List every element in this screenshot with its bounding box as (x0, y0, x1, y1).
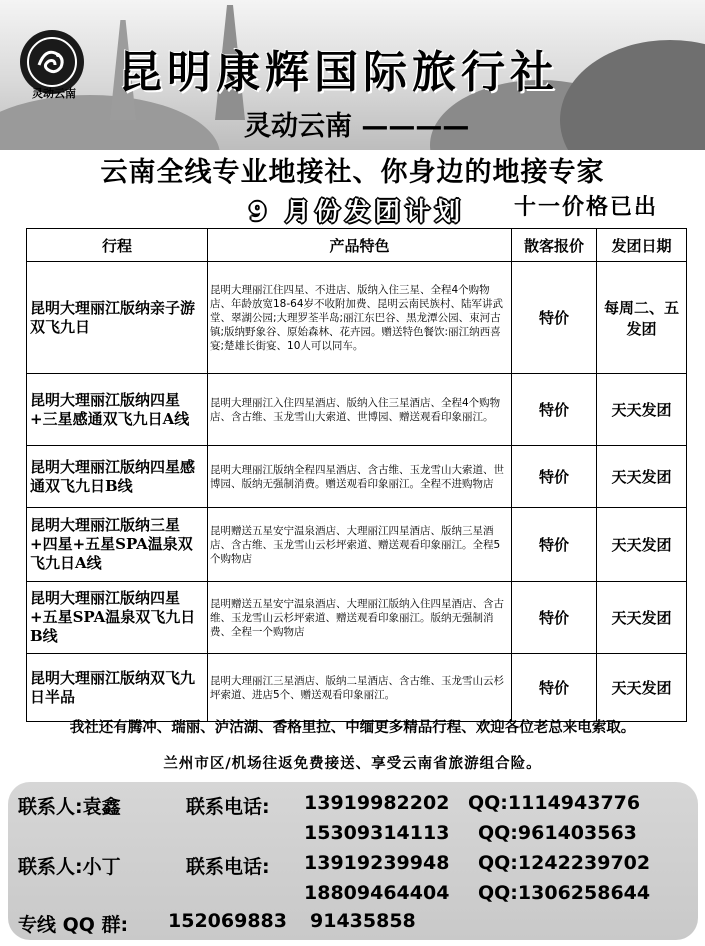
route-cell: 昆明大理丽江版纳双飞九日半品 (27, 654, 208, 722)
features-cell: 昆明赠送五星安宁温泉酒店、大理丽江版纳入住四星酒店、含古维、玉龙雪山云杉坪索道、赠送观看印象丽江。版纳无强制消费、全程一个购物店 (208, 582, 512, 654)
headline: 云南全线专业地接社、你身边的地接专家 (100, 157, 605, 188)
price-cell: 特价 (512, 374, 597, 446)
contact1-qq1[interactable]: QQ:1114943776 (468, 792, 641, 814)
qq-group-1[interactable]: 152069883 (168, 910, 287, 932)
contact1-name: 联系人:袁鑫 (18, 796, 121, 818)
date-cell: 每周二、五发团 (597, 262, 687, 374)
contact1-qq2[interactable]: QQ:961403563 (478, 822, 637, 844)
features-cell: 昆明大理丽江入住四星酒店、版纳入住三星酒店、全程4个购物店、含古维、玉龙雪山大索道、世博园、赠送观看印象丽江。 (208, 374, 512, 446)
features-cell: 昆明大理丽江三星酒店、版纳二星酒店、含古维、玉龙雪山云杉坪索道、进店5个、赠送观看印象丽江。 (208, 654, 512, 722)
qq-group-2[interactable]: 91435858 (310, 910, 416, 932)
table-row (27, 374, 687, 446)
contact1-phone-label: 联系电话: (186, 796, 270, 818)
header-banner (0, 0, 705, 150)
date-cell: 天天发团 (597, 654, 687, 722)
contact1-phone2[interactable]: 15309314113 (304, 822, 450, 844)
route-cell: 昆明大理丽江版纳三星+四星+五星SPA温泉双飞九日A线 (27, 508, 208, 582)
header-price: 散客报价 (512, 229, 597, 262)
agency-name: 昆明康辉国际旅行社 (118, 47, 559, 98)
contact2-name: 联系人:小丁 (18, 856, 121, 878)
features-cell: 昆明大理丽江版纳全程四星酒店、含古维、玉龙雪山大索道、世博园、版纳无强制消费。赠送观看印象丽江。全程不进购物店 (208, 446, 512, 508)
price-cell: 特价 (512, 582, 597, 654)
route-cell: 昆明大理丽江版纳四星感通双飞九日B线 (27, 446, 208, 508)
contact-box (8, 782, 698, 940)
hill-decoration (0, 95, 220, 150)
header-route: 行程 (27, 229, 208, 262)
table-row (27, 508, 687, 582)
table-row (27, 446, 687, 508)
header-features: 产品特色 (208, 229, 512, 262)
contact2-qq1[interactable]: QQ:1242239702 (478, 852, 651, 874)
route-cell: 昆明大理丽江版纳亲子游双飞九日 (27, 262, 208, 374)
date-cell: 天天发团 (597, 508, 687, 582)
date-cell: 天天发团 (597, 446, 687, 508)
price-cell: 特价 (512, 446, 597, 508)
logo-caption: 灵动云南 (32, 87, 76, 100)
header-date: 发团日期 (597, 229, 687, 262)
features-cell: 昆明大理丽江住四星、不进店、版纳入住三星、全程4个购物店、年龄放宽18-64岁不收附加费、昆明云南民族村、陆军讲武堂、翠湖公园;大理罗荃半岛;丽江东巴谷、黑龙潭公园、束河古镇;版纳野象谷、原始森林、花卉园。赠送特色餐饮:丽江纳西喜宴;楚雄长街宴、10人可以同车。 (208, 262, 512, 374)
more-routes-note: 我社还有腾冲、瑞丽、泸沽湖、香格里拉、中缅更多精品行程、欢迎各位老总来电索取。 (69, 720, 636, 736)
transfer-insurance-note: 兰州市区/机场往返免费接送、享受云南省旅游组合险。 (163, 756, 542, 772)
table-row (27, 654, 687, 722)
route-cell: 昆明大理丽江版纳四星+三星感通双飞九日A线 (27, 374, 208, 446)
table-row (27, 582, 687, 654)
route-cell: 昆明大理丽江版纳四星+五星SPA温泉双飞九日B线 (27, 582, 208, 654)
contact2-phone1[interactable]: 13919239948 (304, 852, 450, 874)
date-cell: 天天发团 (597, 374, 687, 446)
price-cell: 特价 (512, 508, 597, 582)
plan-title: 9 月份发团计划 (248, 197, 466, 226)
itinerary-table (26, 228, 687, 722)
price-cell: 特价 (512, 654, 597, 722)
contact2-qq2[interactable]: QQ:1306258644 (478, 882, 651, 904)
promo-text: 十一价格已出 (514, 195, 659, 220)
table-row (27, 262, 687, 374)
table-header-row (27, 229, 687, 262)
date-cell: 天天发团 (597, 582, 687, 654)
slogan: 灵动云南 ———— (244, 111, 470, 142)
price-cell: 特价 (512, 262, 597, 374)
qq-group-label: 专线 QQ 群: (18, 914, 129, 936)
contact1-phone1[interactable]: 13919982202 (304, 792, 450, 814)
features-cell: 昆明赠送五星安宁温泉酒店、大理丽江四星酒店、版纳三星酒店、含古维、玉龙雪山云杉坪索道、赠送观看印象丽江。全程5个购物店 (208, 508, 512, 582)
contact2-phone-label: 联系电话: (186, 856, 270, 878)
contact2-phone2[interactable]: 18809464404 (304, 882, 450, 904)
